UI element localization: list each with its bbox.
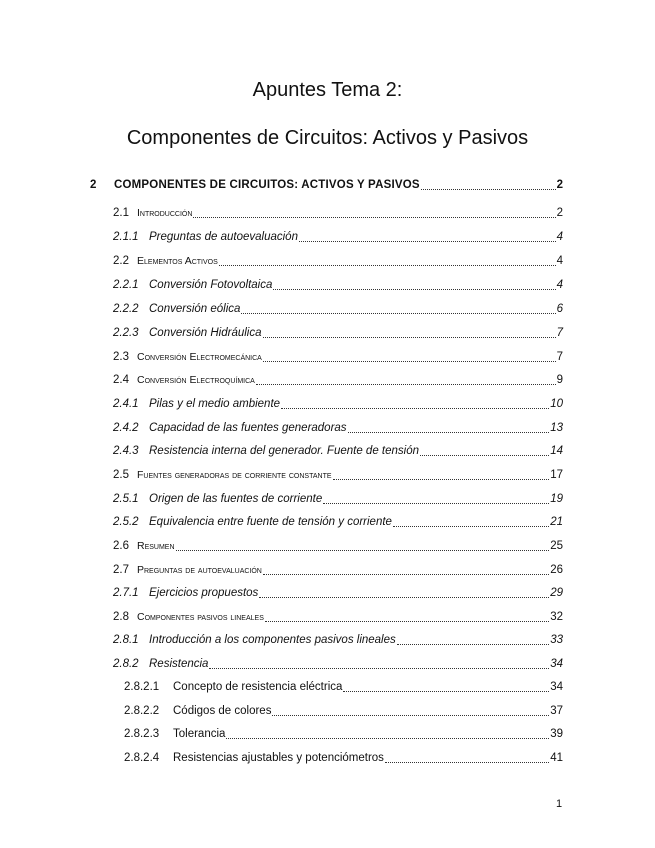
toc-entry-page: 39 bbox=[550, 728, 563, 740]
toc-entry-page: 7 bbox=[556, 327, 563, 339]
document-subtitle: Componentes de Circuitos: Activos y Pasivos bbox=[126, 127, 529, 149]
toc-dot-leader bbox=[219, 254, 556, 268]
toc-entry-number: 2.6 bbox=[113, 540, 129, 552]
document-title: Apuntes Tema 2: bbox=[252, 79, 403, 101]
toc-entry[interactable] bbox=[113, 488, 563, 506]
toc-dot-leader bbox=[421, 178, 556, 192]
toc-entry-number: 2.3 bbox=[113, 351, 129, 363]
toc-entry-number: 2.5 bbox=[113, 469, 129, 481]
toc-entry-page: 26 bbox=[550, 564, 563, 576]
toc-entry-page: 33 bbox=[550, 634, 563, 646]
toc-entry-title: Equivalencia entre fuente de tensión y corriente bbox=[149, 516, 392, 528]
toc-dot-leader bbox=[333, 468, 550, 482]
toc-dot-leader bbox=[209, 657, 549, 671]
toc-entry-title: Resistencia bbox=[149, 658, 209, 670]
toc-entry[interactable] bbox=[90, 174, 563, 192]
toc-entry[interactable] bbox=[113, 202, 563, 220]
toc-entry-title: Conversión Electroquímica bbox=[137, 374, 255, 386]
toc-entry-page: 17 bbox=[550, 469, 563, 481]
toc-dot-leader bbox=[272, 704, 549, 718]
toc-entry-number: 2.1.1 bbox=[113, 231, 139, 243]
toc-dot-leader bbox=[263, 350, 556, 364]
toc-dot-leader bbox=[323, 492, 549, 506]
toc-entry[interactable] bbox=[113, 274, 563, 292]
toc-entry-number: 2.7 bbox=[113, 564, 129, 576]
toc-entry-page: 13 bbox=[550, 422, 563, 434]
toc-entry-page: 4 bbox=[556, 279, 563, 291]
toc-dot-leader bbox=[176, 539, 550, 553]
toc-dot-leader bbox=[263, 326, 556, 340]
toc-entry[interactable] bbox=[113, 440, 563, 458]
toc-entry-title: Capacidad de las fuentes generadoras bbox=[149, 422, 347, 434]
toc-entry-page: 34 bbox=[550, 658, 563, 670]
toc-entry[interactable] bbox=[113, 582, 563, 600]
toc-dot-leader bbox=[226, 727, 549, 741]
toc-entry-title: Elementos Activos bbox=[137, 255, 218, 267]
toc-entry-number: 2 bbox=[90, 179, 97, 191]
toc-entry[interactable] bbox=[113, 346, 563, 364]
toc-entry[interactable] bbox=[113, 559, 563, 577]
toc-entry-title: Resistencia interna del generador. Fuente de tensión bbox=[149, 445, 419, 457]
toc-dot-leader bbox=[385, 751, 549, 765]
toc-entry-title: Componentes pasivos lineales bbox=[137, 611, 264, 623]
toc-entry-title: COMPONENTES DE CIRCUITOS: ACTIVOS Y PASIVOS bbox=[114, 179, 420, 191]
toc-entry-page: 21 bbox=[550, 516, 563, 528]
toc-dot-leader bbox=[281, 397, 549, 411]
toc-dot-leader bbox=[273, 278, 555, 292]
toc-entry-title: Conversión Electromecánica bbox=[137, 351, 262, 363]
toc-entry-page: 19 bbox=[550, 493, 563, 505]
toc-entry[interactable] bbox=[113, 417, 563, 435]
toc-entry-number: 2.4.1 bbox=[113, 398, 139, 410]
toc-entry-page: 4 bbox=[556, 231, 563, 243]
toc-dot-leader bbox=[263, 563, 549, 577]
toc-entry[interactable] bbox=[113, 226, 563, 244]
toc-dot-leader bbox=[299, 230, 556, 244]
toc-entry-title: Fuentes generadoras de corriente constante bbox=[137, 469, 332, 481]
toc-entry-page: 10 bbox=[550, 398, 563, 410]
toc-entry-number: 2.2.3 bbox=[113, 327, 139, 339]
toc-dot-leader bbox=[265, 610, 549, 624]
toc-entry[interactable] bbox=[124, 676, 563, 694]
toc-entry[interactable] bbox=[124, 723, 563, 741]
toc-entry-title: Preguntas de autoevaluación bbox=[149, 231, 298, 243]
toc-dot-leader bbox=[259, 586, 549, 600]
toc-entry-page: 2 bbox=[556, 207, 563, 219]
toc-dot-leader bbox=[343, 680, 549, 694]
toc-entry[interactable] bbox=[113, 322, 563, 340]
toc-entry[interactable] bbox=[113, 511, 563, 529]
toc-entry-page: 2 bbox=[556, 179, 563, 191]
toc-entry-number: 2.4 bbox=[113, 374, 129, 386]
toc-entry[interactable] bbox=[124, 747, 563, 765]
toc-entry-number: 2.1 bbox=[113, 207, 129, 219]
toc-entry[interactable] bbox=[113, 535, 563, 553]
toc-dot-leader bbox=[397, 633, 549, 647]
toc-entry[interactable] bbox=[113, 653, 563, 671]
toc-entry[interactable] bbox=[124, 700, 563, 718]
toc-dot-leader bbox=[393, 515, 549, 529]
toc-entry-page: 7 bbox=[556, 351, 563, 363]
toc-entry[interactable] bbox=[113, 393, 563, 411]
toc-entry-number: 2.5.2 bbox=[113, 516, 139, 528]
toc-entry[interactable] bbox=[113, 298, 563, 316]
toc-entry-page: 32 bbox=[550, 611, 563, 623]
toc-dot-leader bbox=[256, 373, 556, 387]
toc-dot-leader bbox=[420, 444, 549, 458]
toc-entry-number: 2.8.2.3 bbox=[124, 728, 160, 740]
toc-entry-title: Tolerancia bbox=[173, 728, 226, 740]
toc-entry[interactable] bbox=[113, 606, 563, 624]
toc-entry-page: 4 bbox=[556, 255, 563, 267]
toc-entry-title: Introducción bbox=[137, 207, 193, 219]
toc-entry-number: 2.4.2 bbox=[113, 422, 139, 434]
toc-entry-title: Ejercicios propuestos bbox=[149, 587, 259, 599]
toc-entry-number: 2.5.1 bbox=[113, 493, 139, 505]
toc-dot-leader bbox=[193, 206, 555, 220]
toc-entry-number: 2.8.2.2 bbox=[124, 705, 160, 717]
toc-entry-title: Resumen bbox=[137, 540, 175, 552]
toc-entry-title: Conversión eólica bbox=[149, 303, 241, 315]
toc-dot-leader bbox=[348, 421, 550, 435]
toc-entry-page: 6 bbox=[556, 303, 563, 315]
toc-entry-title: Resistencias ajustables y potenciómetros bbox=[173, 752, 384, 764]
toc-entry-number: 2.8.2 bbox=[113, 658, 139, 670]
toc-entry-number: 2.2 bbox=[113, 255, 129, 267]
toc-entry[interactable] bbox=[113, 369, 563, 387]
toc-entry-title: Códigos de colores bbox=[173, 705, 272, 717]
toc-entry[interactable] bbox=[113, 629, 563, 647]
toc-entry-number: 2.8.2.1 bbox=[124, 681, 160, 693]
toc-entry[interactable] bbox=[113, 250, 563, 268]
toc-entry-title: Origen de las fuentes de corriente bbox=[149, 493, 323, 505]
toc-entry-title: Preguntas de autoevaluación bbox=[137, 564, 262, 576]
toc-entry-title: Conversión Fotovoltaica bbox=[149, 279, 273, 291]
toc-entry-number: 2.2.2 bbox=[113, 303, 139, 315]
toc-entry-page: 37 bbox=[550, 705, 563, 717]
toc-entry-number: 2.8.1 bbox=[113, 634, 139, 646]
toc-entry-number: 2.7.1 bbox=[113, 587, 139, 599]
toc-entry-page: 25 bbox=[550, 540, 563, 552]
toc-entry-page: 9 bbox=[556, 374, 563, 386]
toc-entry-page: 41 bbox=[550, 752, 563, 764]
toc-entry-title: Pilas y el medio ambiente bbox=[149, 398, 281, 410]
toc-entry-number: 2.2.1 bbox=[113, 279, 139, 291]
toc-entry-page: 34 bbox=[550, 681, 563, 693]
toc-entry-number: 2.8.2.4 bbox=[124, 752, 160, 764]
page-number: 1 bbox=[556, 798, 563, 810]
toc-entry-title: Conversión Hidráulica bbox=[149, 327, 262, 339]
toc-entry-page: 29 bbox=[550, 587, 563, 599]
toc-entry-page: 14 bbox=[550, 445, 563, 457]
toc-entry-title: Concepto de resistencia eléctrica bbox=[173, 681, 343, 693]
toc-entry-number: 2.4.3 bbox=[113, 445, 139, 457]
toc-entry-number: 2.8 bbox=[113, 611, 129, 623]
toc-entry-title: Introducción a los componentes pasivos lineales bbox=[149, 634, 396, 646]
toc-dot-leader bbox=[241, 302, 555, 316]
toc-entry[interactable] bbox=[113, 464, 563, 482]
